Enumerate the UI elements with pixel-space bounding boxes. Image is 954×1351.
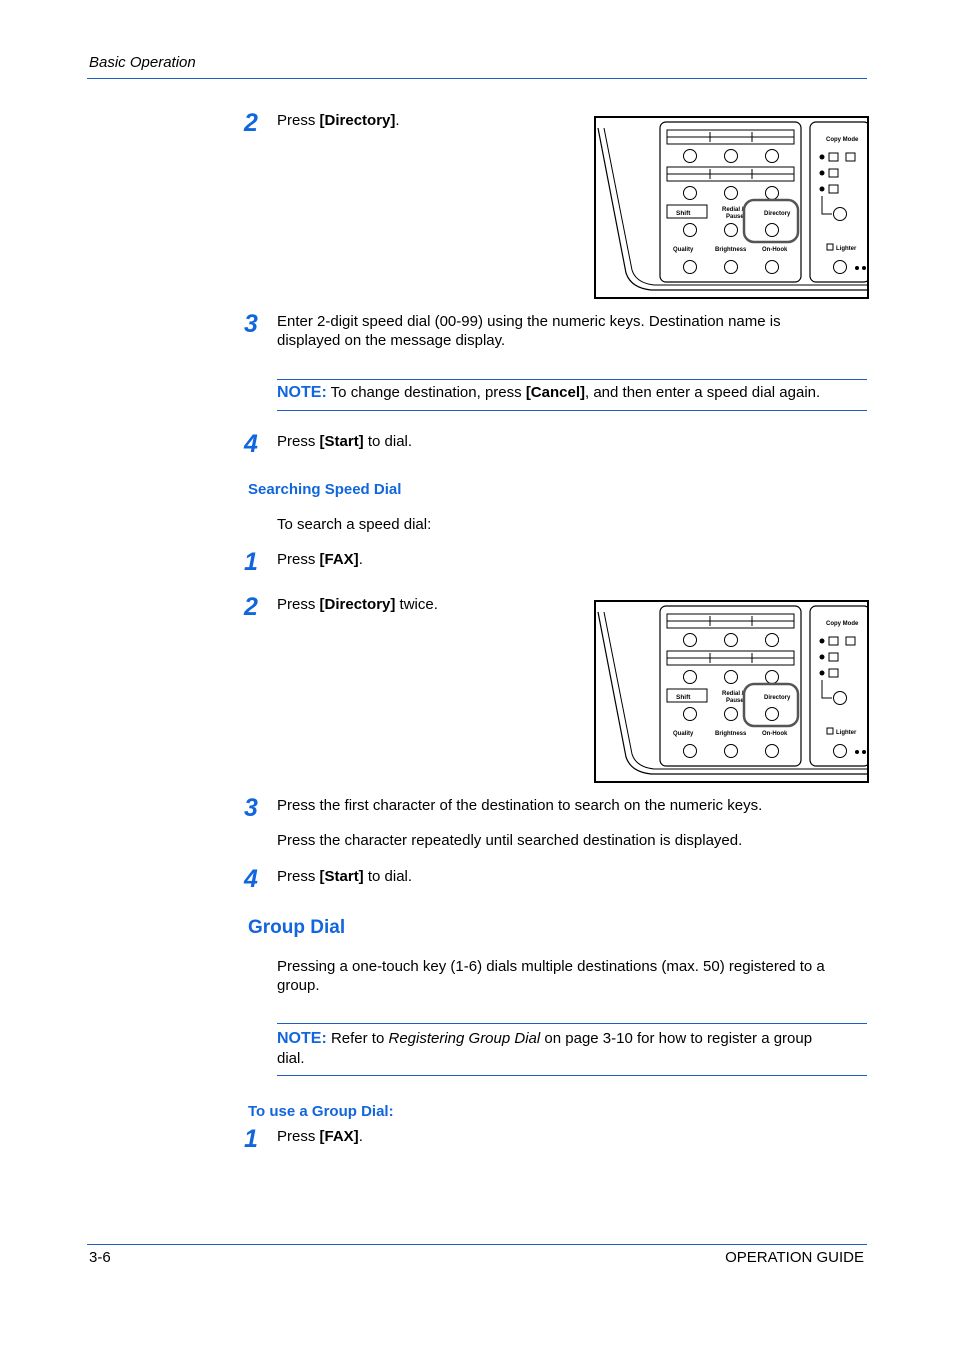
step-text: Enter 2-digit speed dial (00-99) using the numeric keys. Destination name is displayed on the message display. bbox=[277, 313, 781, 349]
note-rule-bottom bbox=[277, 410, 867, 411]
footer-rule bbox=[87, 1244, 867, 1245]
step-text: Press [Start] to dial. bbox=[277, 868, 413, 885]
directory-label: Directory bbox=[764, 695, 791, 701]
body-text: Pressing a one-touch key (1-6) dials multiple destinations (max. 50) registered to a group. bbox=[277, 958, 825, 994]
redial-label: Redial / bbox=[722, 207, 744, 213]
section-heading: Group Dial bbox=[248, 917, 346, 938]
subsection-heading: Searching Speed Dial bbox=[248, 481, 402, 498]
step-number: 2 bbox=[244, 593, 258, 621]
step-text: Press the character repeatedly until searched destination is displayed. bbox=[277, 832, 743, 849]
intro-text: To search a speed dial: bbox=[277, 516, 432, 533]
step-number: 3 bbox=[244, 310, 258, 338]
note: NOTE: To change destination, press [Cancel], and then enter a speed dial again. bbox=[277, 384, 821, 401]
brightness-label: Brightness bbox=[715, 247, 747, 253]
running-header: Basic Operation bbox=[89, 54, 196, 71]
operation-panel-illustration bbox=[594, 116, 869, 299]
note: NOTE: Refer to Registering Group Dial on page 3-10 for how to register a group dial. bbox=[277, 1030, 813, 1067]
directory-highlight bbox=[744, 684, 798, 726]
step-text: Press [Directory] twice. bbox=[277, 596, 438, 613]
step-number: 4 bbox=[244, 865, 258, 893]
operation-panel-illustration bbox=[594, 600, 869, 783]
brightness-label: Brightness bbox=[715, 731, 747, 737]
note-rule-top bbox=[277, 379, 867, 380]
copy-mode-label: Copy Mode bbox=[826, 621, 859, 627]
pause-label: Pause bbox=[726, 214, 744, 220]
on-hook-label: On-Hook bbox=[762, 247, 788, 253]
step-number: 1 bbox=[244, 548, 258, 576]
quality-label: Quality bbox=[673, 731, 694, 737]
pause-label: Pause bbox=[726, 698, 744, 704]
redial-label: Redial / bbox=[722, 691, 744, 697]
on-hook-label: On-Hook bbox=[762, 731, 788, 737]
note-rule-top bbox=[277, 1023, 867, 1024]
quality-label: Quality bbox=[673, 247, 694, 253]
lighter-label: Lighter bbox=[836, 246, 857, 252]
step-number: 1 bbox=[244, 1125, 258, 1153]
step-number: 2 bbox=[244, 109, 258, 137]
step-number: 3 bbox=[244, 794, 258, 822]
panel-drawing bbox=[596, 118, 867, 297]
step-text: Press [Start] to dial. bbox=[277, 433, 413, 450]
lighter-label: Lighter bbox=[836, 730, 857, 736]
subsection-heading: To use a Group Dial: bbox=[248, 1103, 394, 1120]
directory-highlight bbox=[744, 200, 798, 242]
copy-mode-label: Copy Mode bbox=[826, 137, 859, 143]
header-rule bbox=[87, 78, 867, 79]
step-number: 4 bbox=[244, 430, 258, 458]
panel-drawing bbox=[596, 602, 867, 781]
shift-label: Shift bbox=[676, 210, 691, 217]
note-rule-bottom bbox=[277, 1075, 867, 1076]
shift-label: Shift bbox=[676, 694, 691, 701]
page-number: 3-6 bbox=[89, 1249, 111, 1266]
footer-guide-title: OPERATION GUIDE bbox=[725, 1249, 864, 1266]
directory-label: Directory bbox=[764, 211, 791, 217]
step-text: Press [FAX]. bbox=[277, 1128, 363, 1145]
step-text: Press [Directory]. bbox=[277, 112, 400, 129]
step-text: Press [FAX]. bbox=[277, 551, 363, 568]
step-text: Press the first character of the destination to search on the numeric keys. bbox=[277, 797, 763, 814]
